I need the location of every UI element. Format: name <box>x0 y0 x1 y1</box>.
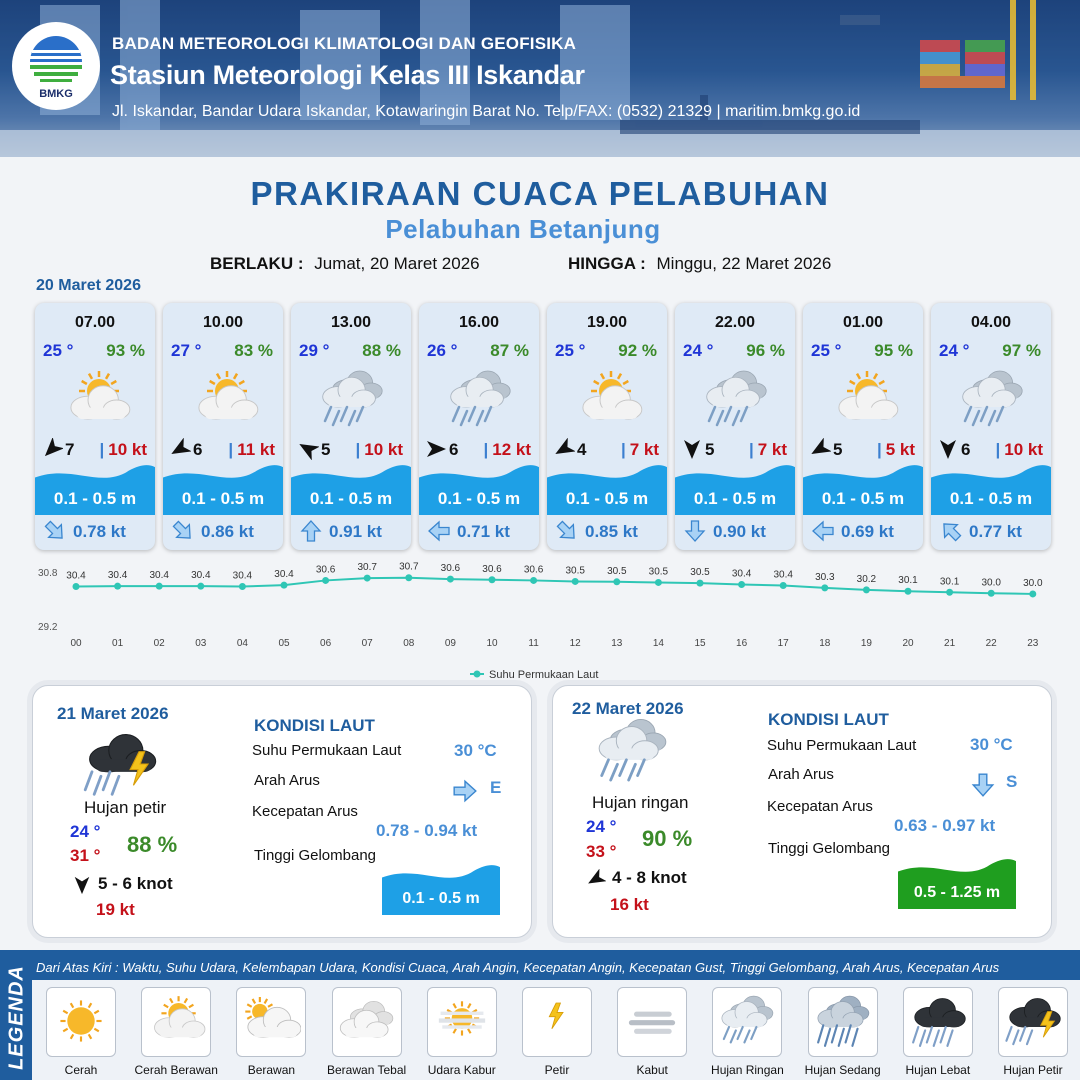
card-wind-arrow <box>553 438 575 460</box>
card-current-arrow <box>555 519 577 541</box>
sst-data-point <box>281 582 288 589</box>
card-current-speed: 0.78 kt <box>73 522 126 541</box>
port-name: Pelabuhan Betanjung <box>385 214 661 244</box>
sst-data-point <box>1029 590 1036 597</box>
kabut-icon <box>622 992 682 1050</box>
berawan-icon <box>241 992 301 1050</box>
day-date: 22 Maret 2026 <box>572 699 684 718</box>
day-gust: 19 kt <box>96 900 135 919</box>
valid-to-value: Minggu, 22 Maret 2026 <box>656 254 832 273</box>
valid-to <box>568 254 831 274</box>
x-tick-label: 00 <box>70 638 82 649</box>
sst-data-point <box>821 584 828 591</box>
card-gust-value: 7 kt <box>757 440 787 459</box>
x-tick-label: 12 <box>569 638 581 649</box>
sst-data-label: 30.0 <box>981 577 1001 589</box>
x-tick-label: 20 <box>902 638 914 649</box>
day-humidity: 88 % <box>127 832 178 857</box>
day-wind-arrow <box>72 875 92 895</box>
sst-data-point <box>530 577 537 584</box>
legend-item-hujan-petir <box>998 987 1068 1057</box>
current-direction-icon <box>452 778 478 804</box>
card-temperature: 25 ° <box>811 341 842 360</box>
hujan-ringan-icon <box>957 367 1027 433</box>
hujan-ringan-icon <box>317 367 387 433</box>
sst-data-point <box>946 589 953 596</box>
sea-condition-title: KONDISI LAUT <box>768 710 889 729</box>
valid-from-value: Jumat, 20 Maret 2026 <box>314 254 480 273</box>
card-current-speed: 0.90 kt <box>713 522 766 541</box>
sst-data-label: 30.0 <box>1023 577 1043 589</box>
card-current-arrow <box>811 519 833 541</box>
petir-icon <box>527 992 587 1050</box>
sst-value: 30 °C <box>970 735 1013 754</box>
legend-item-label: Kabut <box>636 1063 668 1077</box>
sst-data-label: 30.4 <box>66 570 86 582</box>
x-tick-label: 06 <box>320 638 332 649</box>
sst-series-line <box>76 578 1033 594</box>
card-wave-height: 0.1 - 0.5 m <box>53 489 137 508</box>
current-direction-label: Arah Arus <box>254 772 320 789</box>
card-temperature: 26 ° <box>427 341 458 360</box>
day-temp-max: 31 ° <box>70 846 101 865</box>
current-direction-icon <box>555 519 579 543</box>
card-temperature: 24 ° <box>939 341 970 360</box>
legend-title: LEGENDA <box>5 965 28 1070</box>
card-wave-height: 0.1 - 0.5 m <box>949 489 1033 508</box>
day-humidity: 90 % <box>642 826 693 851</box>
sst-data-point <box>613 578 620 585</box>
sst-data-point <box>697 580 704 587</box>
wind-direction-icon <box>297 438 319 460</box>
card-gust-value: 10 kt <box>1004 440 1043 459</box>
x-tick-label: 23 <box>1027 638 1039 649</box>
valid-from-label: BERLAKU : <box>210 254 304 273</box>
day1-date: 20 Maret 2026 <box>36 277 141 294</box>
legend-item-label: Petir <box>544 1063 570 1077</box>
sst-label: Suhu Permukaan Laut <box>767 737 917 754</box>
card-wind-speed: 5 <box>705 440 715 459</box>
chart-legend-label: Suhu Permukaan Laut <box>489 669 599 681</box>
x-tick-label: 11 <box>528 638 539 649</box>
legend-item-hujan-lebat <box>903 987 973 1057</box>
current-speed-label: Kecepatan Arus <box>252 803 358 820</box>
legend-item-kabut <box>617 987 687 1057</box>
page-title: PRAKIRAAN CUACA PELABUHAN <box>250 175 830 212</box>
sst-data-label: 30.4 <box>191 570 211 582</box>
day-date: 21 Maret 2026 <box>57 704 169 723</box>
card-time: 01.00 <box>842 314 884 331</box>
card-weather-icon <box>573 367 643 433</box>
x-tick-label: 08 <box>403 638 415 649</box>
card-humidity: 87 % <box>490 341 529 360</box>
card-humidity: 88 % <box>362 341 401 360</box>
card-humidity: 93 % <box>106 341 145 360</box>
card-wind-arrow <box>169 438 191 460</box>
x-tick-label: 03 <box>195 638 207 649</box>
card-wind-speed: 6 <box>961 440 971 459</box>
card-wave-height: 0.1 - 0.5 m <box>437 489 521 508</box>
card-gust: | 7 kt <box>620 440 659 459</box>
sst-data-point <box>405 574 412 581</box>
card-time: 19.00 <box>586 314 628 331</box>
day-temp-min: 24 ° <box>70 822 101 841</box>
sst-data-label: 30.5 <box>565 565 585 577</box>
cerah-berawan-icon <box>573 367 643 433</box>
wind-direction-icon <box>425 438 447 460</box>
sst-data-label: 30.4 <box>731 568 752 580</box>
card-current-speed: 0.86 kt <box>201 522 254 541</box>
hujan-petir-icon <box>80 727 160 801</box>
day-temp-min: 24 ° <box>586 817 617 836</box>
card-gust-value: 10 kt <box>108 440 147 459</box>
forecast-card <box>419 303 539 550</box>
wind-direction-icon <box>72 875 92 895</box>
x-tick-label: 13 <box>611 638 623 649</box>
sst-data-point <box>863 586 870 593</box>
x-tick-label: 07 <box>361 638 373 649</box>
x-tick-label: 14 <box>652 638 664 649</box>
wind-direction-icon <box>553 438 575 460</box>
day-weather-icon <box>592 715 672 789</box>
day-condition: Hujan ringan <box>592 793 689 812</box>
sea-condition-title: KONDISI LAUT <box>254 716 375 735</box>
wind-direction-icon <box>937 438 959 460</box>
sst-data-label: 30.6 <box>440 563 461 575</box>
card-wind-speed: 7 <box>65 440 75 459</box>
wind-direction-icon <box>809 438 831 460</box>
sst-data-point <box>780 582 787 589</box>
card-wind-speed: 4 <box>577 440 587 459</box>
sst-data-label: 30.2 <box>856 573 877 585</box>
card-wave-height: 0.1 - 0.5 m <box>821 489 905 508</box>
legend-item-cerah-berawan <box>141 987 211 1057</box>
legend-item-berawan-tebal <box>332 987 402 1057</box>
sst-data-label: 30.5 <box>648 566 669 578</box>
x-tick-label: 19 <box>860 638 872 649</box>
day-condition: Hujan petir <box>84 798 167 817</box>
legend-item-hujan-ringan <box>712 987 782 1057</box>
day-gust: 16 kt <box>610 895 649 914</box>
y-tick-label-top: 30.8 <box>38 568 58 579</box>
wave-height-value: 0.5 - 1.25 m <box>913 884 1001 901</box>
hujan-petir-icon <box>1003 992 1063 1050</box>
sst-data-label: 30.5 <box>690 567 710 579</box>
card-wave-height: 0.1 - 0.5 m <box>181 489 265 508</box>
current-direction-icon <box>939 519 963 543</box>
card-wind-speed: 6 <box>193 440 203 459</box>
sst-data-label: 30.4 <box>274 569 294 581</box>
day-wind-speed: 5 - 6 knot <box>98 874 173 893</box>
hujan-ringan-icon <box>592 715 672 789</box>
sst-data-point <box>73 583 80 590</box>
current-direction-icon <box>171 519 195 543</box>
forecast-card <box>547 303 667 550</box>
cerah-berawan-icon <box>189 367 259 433</box>
legend-note: Dari Atas Kiri : Waktu, Suhu Udara, Kelembapan Udara, Kondisi Cuaca, Arah Angin, Kecepatan Angin, Kecepatan Gust, Tinggi Gelombang, Arah Arus, Kecepatan Arus <box>36 960 1000 975</box>
card-gust: | 5 kt <box>876 440 915 459</box>
sst-data-label: 30.4 <box>107 570 128 582</box>
legend-item-berawan <box>236 987 306 1057</box>
legend-item-label: Cerah <box>64 1063 98 1077</box>
legend-item-udara-kabur <box>427 987 497 1057</box>
forecast-card <box>803 303 923 550</box>
sst-data-label: 30.7 <box>357 562 377 574</box>
sst-data-point <box>738 581 745 588</box>
sst-data-point <box>988 590 995 597</box>
card-wind-arrow <box>937 438 959 460</box>
legend-item-label: Hujan Ringan <box>711 1063 784 1077</box>
wave-height-label: Tinggi Gelombang <box>768 840 891 857</box>
card-current-arrow <box>683 519 705 541</box>
x-tick-label: 22 <box>985 638 997 649</box>
card-humidity: 95 % <box>874 341 913 360</box>
sst-data-label: 30.6 <box>482 563 502 575</box>
station-address: Jl. Iskandar, Bandar Udara Iskandar, Kotawaringin Barat No. Telp/FAX: (0532) 21329 | maritim.bmkg.go.id <box>112 103 861 120</box>
x-tick-label: 21 <box>944 638 956 649</box>
bmkg-emblem-icon <box>22 32 90 88</box>
hujan-ringan-icon <box>445 367 515 433</box>
card-wind-arrow <box>809 438 831 460</box>
sst-data-label: 30.4 <box>773 569 793 581</box>
card-wave-height: 0.1 - 0.5 m <box>565 489 649 508</box>
current-speed-label: Kecepatan Arus <box>767 798 873 815</box>
valid-from <box>210 254 480 274</box>
legend-item-label: Cerah Berawan <box>134 1063 218 1077</box>
card-weather-icon <box>957 367 1027 433</box>
card-gust: | 7 kt <box>748 440 787 459</box>
berawan-tebal-icon <box>337 992 397 1050</box>
bmkg-logo <box>12 22 100 110</box>
card-current-arrow <box>43 519 65 541</box>
x-tick-label: 05 <box>278 638 290 649</box>
card-wind-arrow <box>297 438 319 460</box>
card-current-arrow <box>171 519 193 541</box>
card-weather-icon <box>701 367 771 433</box>
card-current-speed: 0.71 kt <box>457 522 510 541</box>
card-humidity: 96 % <box>746 341 785 360</box>
card-gust: | 11 kt <box>228 440 275 459</box>
udara-kabur-icon <box>432 992 492 1050</box>
wave-height-label: Tinggi Gelombang <box>254 847 377 864</box>
current-speed-value: 0.63 - 0.97 kt <box>894 816 996 835</box>
cerah-berawan-icon <box>146 992 206 1050</box>
card-time: 07.00 <box>74 314 116 331</box>
wind-direction-icon <box>169 438 191 460</box>
sst-data-label: 30.4 <box>149 570 169 582</box>
card-time: 13.00 <box>330 314 372 331</box>
header-banner <box>0 0 1080 157</box>
card-gust: | 10 kt <box>995 440 1043 459</box>
card-temperature: 25 ° <box>555 341 586 360</box>
legend-item-hujan-sedang <box>808 987 878 1057</box>
card-weather-icon <box>829 367 899 433</box>
legend-point-swatch <box>474 671 481 678</box>
sst-data-label: 30.1 <box>939 576 960 588</box>
x-tick-label: 10 <box>486 638 498 649</box>
wind-direction-icon <box>41 438 63 460</box>
card-current-arrow <box>939 519 961 541</box>
card-wind-arrow <box>41 438 63 460</box>
sst-data-point <box>364 575 371 582</box>
sst-data-label: 30.5 <box>607 565 627 577</box>
hujan-lebat-icon <box>908 992 968 1050</box>
sst-data-label: 30.4 <box>232 570 253 582</box>
card-temperature: 29 ° <box>299 341 330 360</box>
hujan-ringan-icon <box>701 367 771 433</box>
legend-item-cerah <box>46 987 116 1057</box>
card-gust-value: 7 kt <box>629 440 659 459</box>
logo-text: BMKG <box>39 88 73 100</box>
current-direction-value: E <box>490 778 502 797</box>
day-temp-max: 33 ° <box>586 842 617 861</box>
legend-item-label: Hujan Lebat <box>905 1063 971 1077</box>
card-wind-speed: 5 <box>321 440 331 459</box>
card-gust: | 10 kt <box>355 440 403 459</box>
sst-data-label: 30.3 <box>815 571 835 583</box>
card-gust-value: 5 kt <box>885 440 915 459</box>
card-weather-icon <box>189 367 259 433</box>
card-weather-icon <box>61 367 131 433</box>
x-tick-label: 16 <box>736 638 748 649</box>
sst-line-chart <box>30 560 1080 685</box>
hujan-ringan-icon <box>717 992 777 1050</box>
card-gust-value: 11 kt <box>237 440 275 459</box>
card-gust: | 10 kt <box>99 440 147 459</box>
forecast-card <box>675 303 795 550</box>
current-direction-icon <box>811 519 835 543</box>
card-humidity: 92 % <box>618 341 657 360</box>
current-direction-icon <box>427 519 451 543</box>
hujan-sedang-icon <box>813 992 873 1050</box>
x-tick-label: 17 <box>777 638 789 649</box>
legend-side-label <box>4 956 28 1076</box>
card-time: 10.00 <box>202 314 244 331</box>
card-current-speed: 0.91 kt <box>329 522 382 541</box>
wind-direction-icon <box>586 869 606 889</box>
legend-item-label: Hujan Petir <box>1003 1063 1063 1077</box>
card-temperature: 27 ° <box>171 341 202 360</box>
current-speed-value: 0.78 - 0.94 kt <box>376 821 478 840</box>
card-wave-height: 0.1 - 0.5 m <box>693 489 777 508</box>
sst-value: 30 °C <box>454 741 497 760</box>
sst-data-point <box>905 588 912 595</box>
card-gust-value: 12 kt <box>492 440 531 459</box>
sst-data-point <box>447 576 454 583</box>
card-humidity: 97 % <box>1002 341 1041 360</box>
card-gust-value: 10 kt <box>364 440 403 459</box>
sst-label: Suhu Permukaan Laut <box>252 742 402 759</box>
x-tick-label: 18 <box>819 638 831 649</box>
card-current-speed: 0.85 kt <box>585 522 638 541</box>
legend-item-petir <box>522 987 592 1057</box>
legend-item-label: Berawan <box>247 1063 296 1077</box>
current-direction-arrow <box>970 772 996 798</box>
legend-item-label: Udara Kabur <box>427 1063 496 1077</box>
wind-direction-icon <box>681 438 703 460</box>
sst-data-label: 30.7 <box>399 561 419 573</box>
card-humidity: 83 % <box>234 341 273 360</box>
sst-data-point <box>655 579 662 586</box>
card-current-arrow <box>299 519 321 541</box>
card-current-arrow <box>427 519 449 541</box>
current-direction-arrow <box>452 778 478 804</box>
card-current-speed: 0.77 kt <box>969 522 1022 541</box>
sst-data-label: 30.6 <box>523 564 544 576</box>
forecast-card <box>35 303 155 550</box>
current-direction-icon <box>683 519 707 543</box>
card-temperature: 25 ° <box>43 341 74 360</box>
sst-data-point <box>489 576 496 583</box>
card-wind-speed: 5 <box>833 440 843 459</box>
forecast-card <box>931 303 1051 550</box>
card-current-speed: 0.69 kt <box>841 522 894 541</box>
cerah-berawan-icon <box>829 367 899 433</box>
agency-name: BADAN METEOROLOGI KLIMATOLOGI DAN GEOFISIKA <box>112 34 577 53</box>
sst-data-point <box>322 577 329 584</box>
forecast-card <box>163 303 283 550</box>
sst-data-point <box>239 583 246 590</box>
card-wind-arrow <box>425 438 447 460</box>
card-wind-speed: 6 <box>449 440 459 459</box>
day-wind-arrow <box>586 869 606 889</box>
sst-data-label: 30.6 <box>315 564 336 576</box>
x-tick-label: 04 <box>236 638 248 649</box>
card-time: 16.00 <box>458 314 500 331</box>
sst-data-label: 30.1 <box>898 575 918 587</box>
current-direction-icon <box>43 519 67 543</box>
x-tick-label: 15 <box>694 638 706 649</box>
card-time: 22.00 <box>714 314 756 331</box>
legend-item-label: Hujan Sedang <box>804 1063 881 1077</box>
card-temperature: 24 ° <box>683 341 714 360</box>
cerah-icon <box>51 992 111 1050</box>
forecast-card <box>291 303 411 550</box>
card-gust: | 12 kt <box>483 440 531 459</box>
card-weather-icon <box>317 367 387 433</box>
y-tick-label-bottom: 29.2 <box>38 622 58 633</box>
day-wind-speed: 4 - 8 knot <box>612 868 687 887</box>
card-wind-arrow <box>681 438 703 460</box>
x-tick-label: 02 <box>153 638 165 649</box>
valid-to-label: HINGGA : <box>568 254 646 273</box>
sst-data-point <box>572 578 579 585</box>
day-weather-icon <box>80 727 160 801</box>
sst-data-point <box>156 583 163 590</box>
card-wave-height: 0.1 - 0.5 m <box>309 489 393 508</box>
card-time: 04.00 <box>970 314 1012 331</box>
wave-height-value: 0.1 - 0.5 m <box>402 890 480 907</box>
legend-item-label: Berawan Tebal <box>327 1063 407 1077</box>
sst-data-point <box>114 583 121 590</box>
x-tick-label: 09 <box>444 638 456 649</box>
x-tick-label: 01 <box>112 638 124 649</box>
current-direction-icon <box>299 519 323 543</box>
current-direction-icon <box>970 772 996 798</box>
station-name: Stasiun Meteorologi Kelas III Iskandar <box>110 60 585 90</box>
card-weather-icon <box>445 367 515 433</box>
cerah-berawan-icon <box>61 367 131 433</box>
sst-data-point <box>197 583 204 590</box>
current-direction-value: S <box>1006 772 1018 791</box>
current-direction-label: Arah Arus <box>768 766 834 783</box>
